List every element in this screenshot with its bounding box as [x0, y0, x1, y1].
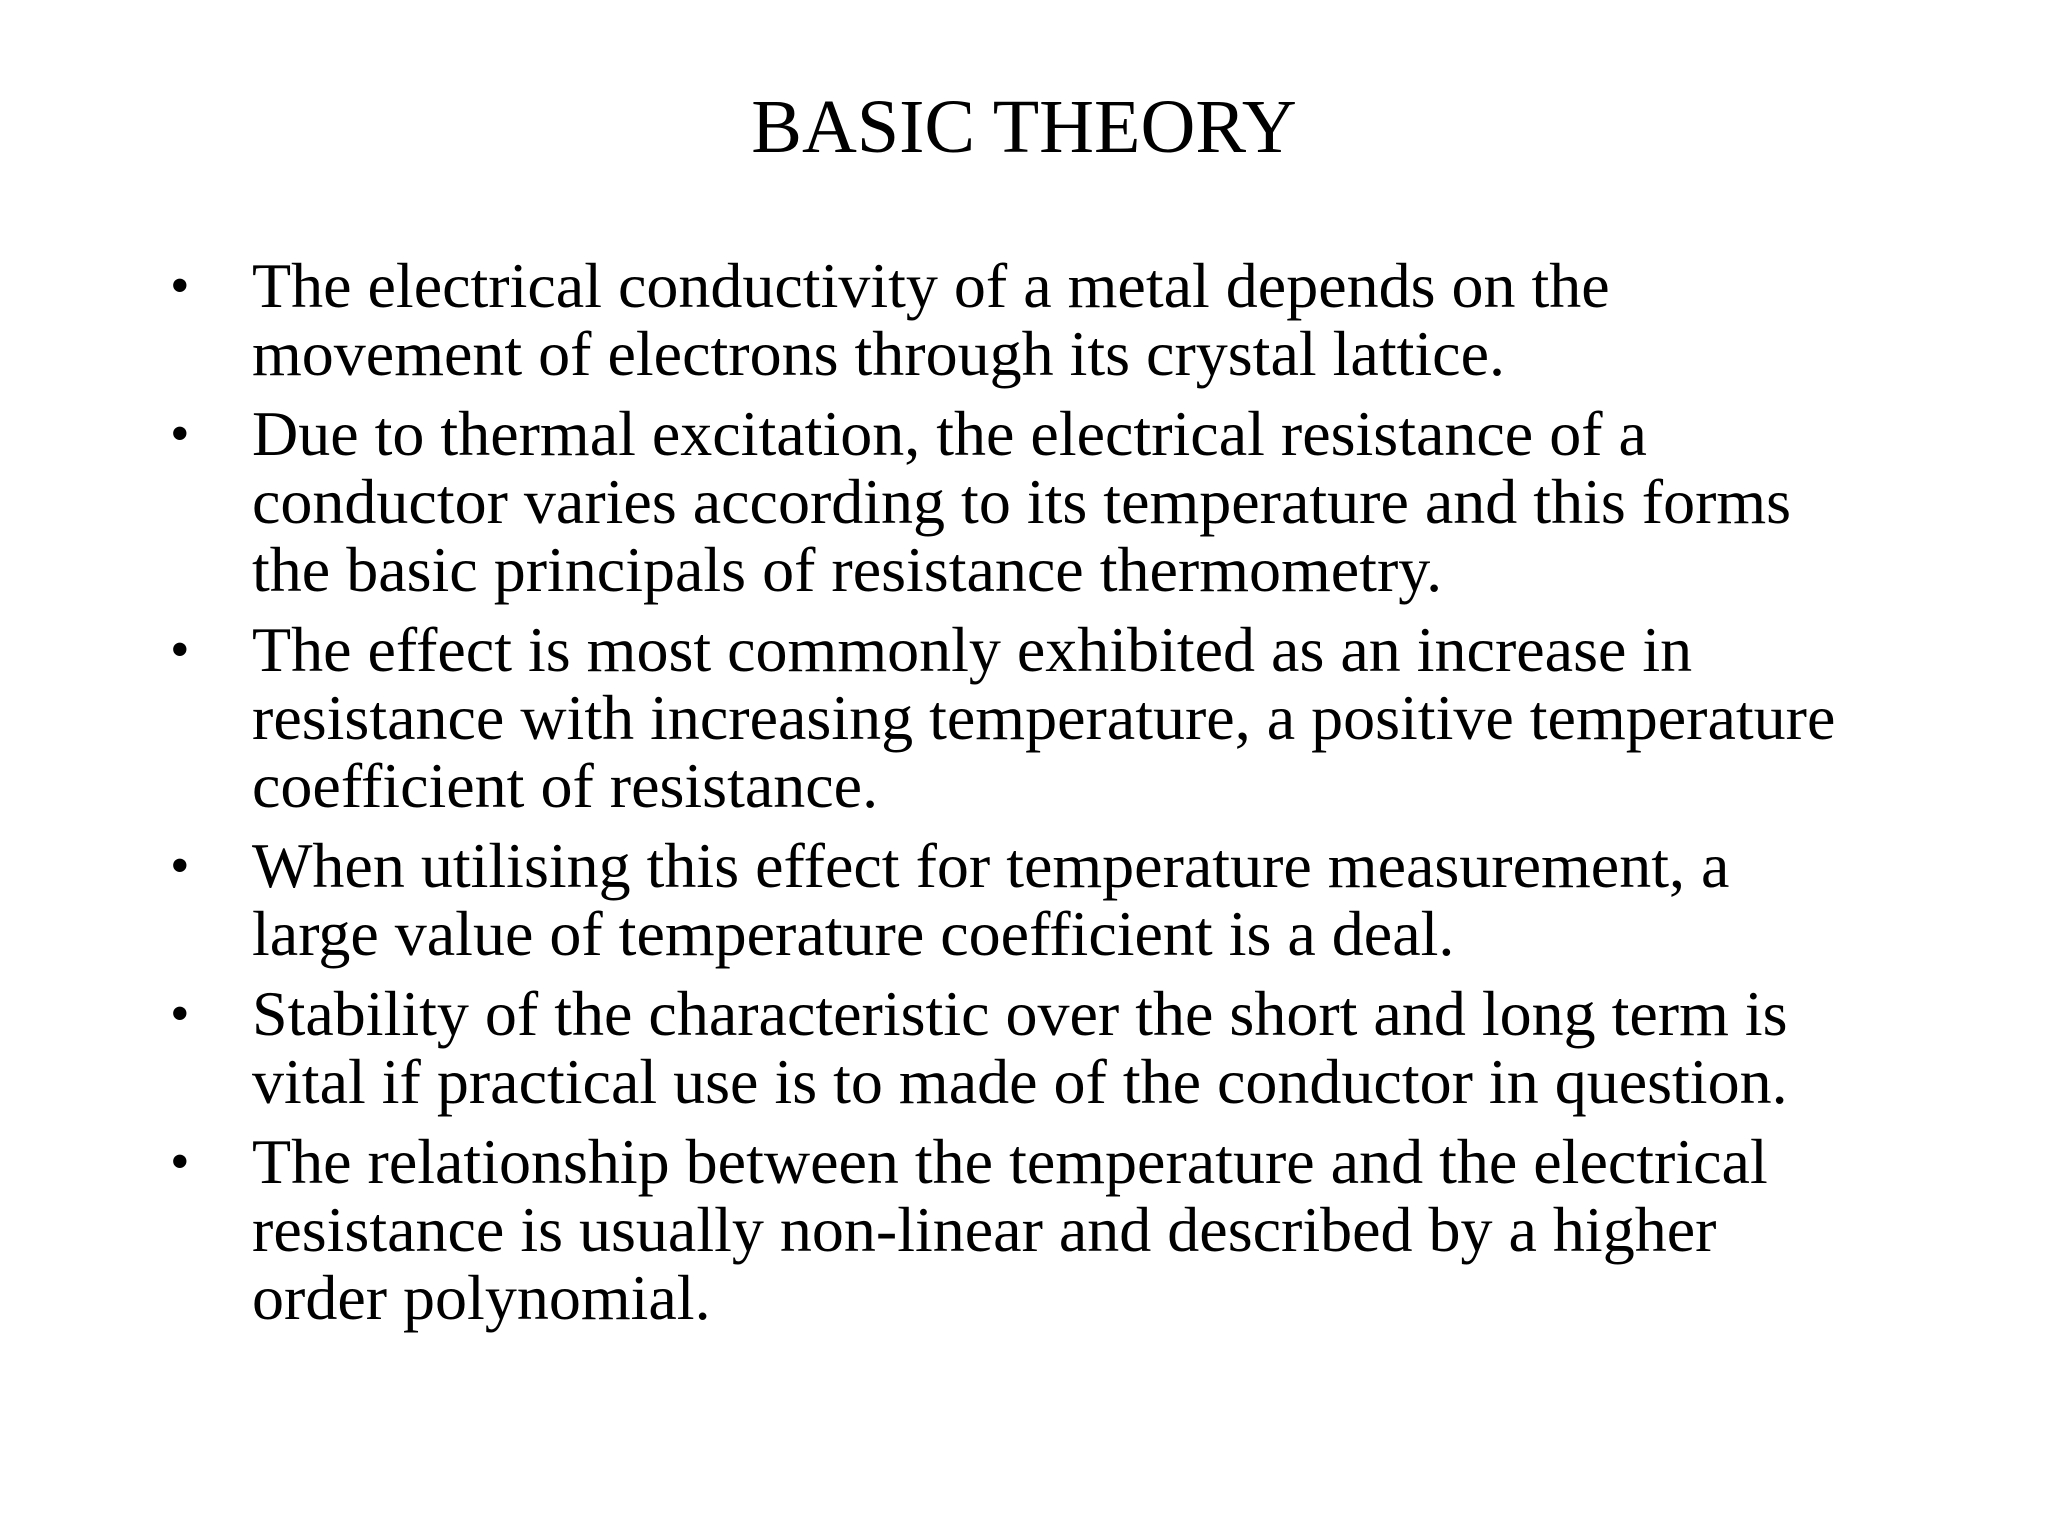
bullet-line: resistance is usually non-linear and described by a higher: [252, 1194, 1717, 1265]
bullet-marker: •: [170, 835, 190, 897]
bullet-item: [160, 980, 1960, 1116]
bullet-line: vital if practical use is to made of the conductor in question.: [252, 1046, 1788, 1117]
bullet-item: [160, 616, 1960, 820]
bullet-marker: •: [170, 983, 190, 1045]
slide-title: BASIC THEORY: [751, 85, 1297, 169]
bullet-marker: •: [170, 619, 190, 681]
bullet-line: resistance with increasing temperature, a positive temperature: [252, 682, 1836, 753]
bullet-line: Due to thermal excitation, the electrical resistance of a: [252, 398, 1647, 469]
bullet-item: [160, 832, 1960, 968]
bullet-marker: •: [170, 255, 190, 317]
bullet-line: large value of temperature coefficient is a deal.: [252, 898, 1455, 969]
bullet-line: The effect is most commonly exhibited as an increase in: [252, 614, 1693, 685]
bullet-line: The electrical conductivity of a metal depends on the: [252, 250, 1610, 321]
bullet-list: [160, 252, 1960, 1344]
bullet-item: [160, 252, 1960, 388]
bullet-line: order polynomial.: [252, 1262, 711, 1333]
bullet-marker: •: [170, 1131, 190, 1193]
bullet-marker: •: [170, 403, 190, 465]
bullet-line: Stability of the characteristic over the short and long term is: [252, 978, 1788, 1049]
bullet-line: coefficient of resistance.: [252, 750, 879, 821]
bullet-line: conductor varies according to its temperature and this forms: [252, 466, 1792, 537]
bullet-line: When utilising this effect for temperature measurement, a: [252, 830, 1730, 901]
bullet-item: [160, 400, 1960, 604]
bullet-line: the basic principals of resistance thermometry.: [252, 534, 1443, 605]
bullet-line: The relationship between the temperature and the electrical: [252, 1126, 1768, 1197]
bullet-line: movement of electrons through its crystal lattice.: [252, 318, 1505, 389]
bullet-item: [160, 1128, 1960, 1332]
